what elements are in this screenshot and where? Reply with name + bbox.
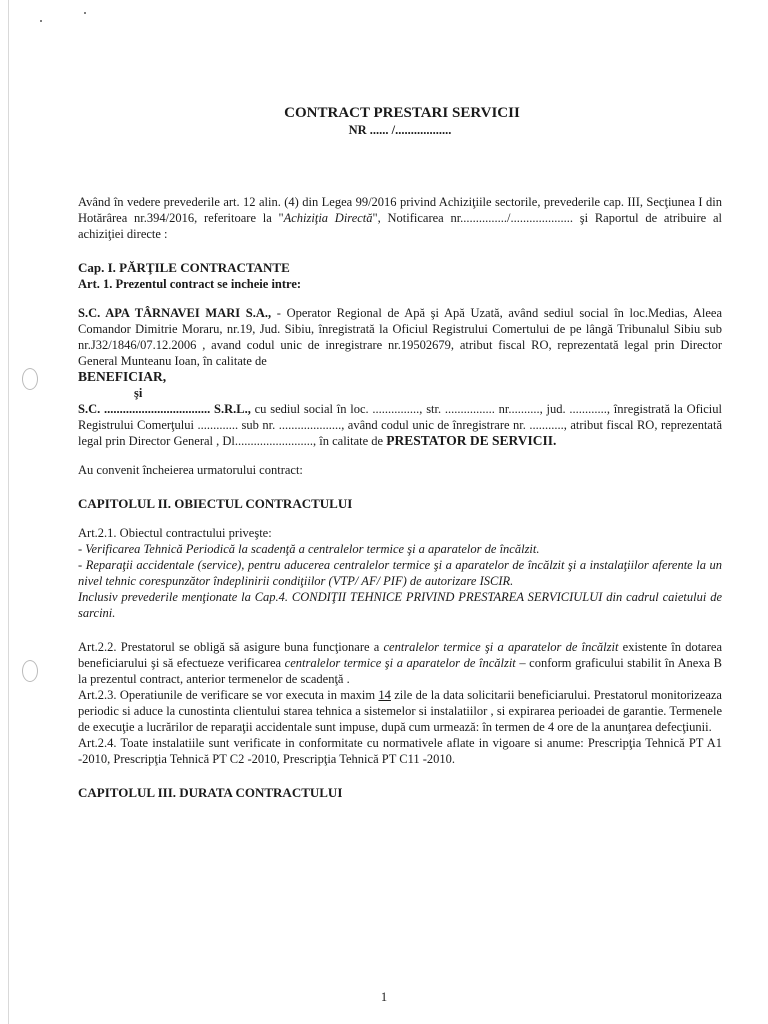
provider-details: cu sediul social în loc. ..............., str. ................ nr.........., jud. ............, înregistrată la Oficiul Registrului Comerţului ............. sub nr. ...................., având codul unic de înregistrare nr. ..........., atribut fiscal RO, reprezentată legal prin Director General , Dl........................., în calitate de: [78, 402, 723, 448]
art22-text-2: existente în dotarea beneficiarului şi să efectueze verificarea: [78, 640, 722, 670]
preamble-italic: Achiziţia Directă: [283, 211, 373, 225]
beneficiary-paragraph: [78, 305, 722, 369]
beneficiary-role: BENEFICIAR,: [78, 369, 167, 384]
art23-text-2: zile de la data solicitarii beneficiarului. Prestatorul monitorizeaza periodic si aduce la cunostinta clientului starea tehnica a sistemelor si instalatiilor , si expirarea perioadei de garantie. Termenele de execuţie a lucrărilor de reparaţii accidentale sunt impuse, după cum urmează: în termen de 4 ore de la anunţarea defecţiunii.: [78, 688, 722, 734]
provider-paragraph: [78, 401, 722, 449]
contract-title: CONTRACT PRESTARI SERVICII: [284, 105, 520, 121]
preamble-text: Având în vedere prevederile art. 12 alin. (4) din Legea 99/2016 privind Achiziţiile sectorile, prevederile cap. III, Secţiunea I din Hotărârea nr.394/2016, referitoare la ": [78, 195, 722, 225]
art23-text: Art.2.3. Operatiunile de verificare se vor executa in maxim: [78, 688, 379, 702]
art22-italic-2: centralelor termice şi a aparatelor de încălzit: [284, 656, 516, 670]
art22-paragraph: [78, 639, 722, 687]
art1-heading: Art. 1. Prezentul contract se incheie intre:: [78, 277, 302, 291]
document-body: [78, 104, 722, 801]
art23-days: 14: [378, 688, 391, 702]
art22-italic-1: centralelor termice şi a aparatelor de încălzit: [383, 640, 619, 654]
cap1-heading: Cap. I. PĂRŢILE CONTRACTANTE: [78, 260, 290, 275]
punch-hole-mark: [22, 368, 38, 390]
art21-item-2: - Reparaţii accidentale (service), pentru aducerea centralelor termice şi a aparatelor de încălzit şi a instalaţiilor aferente la un nivel tehnic corespunzător îndeplinirii condiţiilor (VTP/ AF/ PIF) de autorizare ISCIR.: [78, 558, 722, 588]
art22-text-3: – conform graficului stabilit în Anexa B la prezentul contract, anterior termenelor de scadenţă .: [78, 656, 723, 686]
art22-text: Art.2.2. Prestatorul se obligă să asigure buna funcţionare a: [78, 640, 384, 654]
preamble-text-end: ", Notificarea nr.............../.................... şi Raportul de atribuire al achiziţiei directe :: [78, 211, 722, 241]
art21-item-3: Inclusiv prevederile menţionate la Cap.4. CONDIŢII TEHNICE PRIVIND PRESTAREA SERVICIULUI din cadrul caietului de sarcini.: [78, 590, 722, 620]
art21-item-1: - Verificarea Tehnică Periodică la scadenţă a centralelor termice şi a aparatelor de încălzit.: [78, 542, 540, 556]
art21-heading: Art.2.1. Obiectul contractului priveşte:: [78, 526, 272, 540]
scan-speck: [40, 20, 42, 22]
preamble-paragraph: [78, 194, 722, 242]
cap3-heading: CAPITOLUL III. DURATA CONTRACTULUI: [78, 785, 343, 800]
beneficiary-name: S.C. APA TÂRNAVEI MARI S.A.,: [78, 306, 272, 320]
beneficiary-details: - Operator Regional de Apă şi Apă Uzată, având sediul social în loc.Medias, Aleea Comandor Dimitrie Moraru, nr.19, Jud. Sibiu, înregistrată la Oficiul Registrului Comertului de pe lângă Tribunalul Sibiu sub nr.J32/1846/07.12.2006 , avand codul unic de inregistrare nr.19502679, atribut fiscal RO, reprezentată legal prin Director General Munteanu Ioan, în calitate de: [78, 306, 722, 368]
provider-role: PRESTATOR DE SERVICII.: [386, 433, 557, 448]
provider-srl: S.R.L.,: [210, 402, 251, 416]
scan-edge-line: [8, 0, 9, 1024]
and-connector: şi: [134, 386, 143, 400]
art23-paragraph: [78, 687, 722, 735]
contract-number: NR ...... /..................: [348, 123, 452, 137]
cap2-heading: CAPITOLUL II. OBIECTUL CONTRACTULUI: [78, 496, 353, 511]
agreement-line: Au convenit încheierea urmatorului contract:: [78, 463, 303, 477]
page-number: 1: [380, 990, 388, 1004]
punch-hole-mark: [22, 660, 38, 682]
scan-speck: [84, 12, 86, 14]
art24-paragraph: Art.2.4. Toate instalatiile sunt verificate in conformitate cu normativele aflate in vigoare si anume: Prescripţia Tehnică PT A1 -2010, Prescripţia Tehnică PT C2 -2010, Prescripţia Tehnică PT C11 -2010.: [78, 736, 722, 766]
provider-name-blank: S.C. ..................................: [78, 402, 211, 416]
